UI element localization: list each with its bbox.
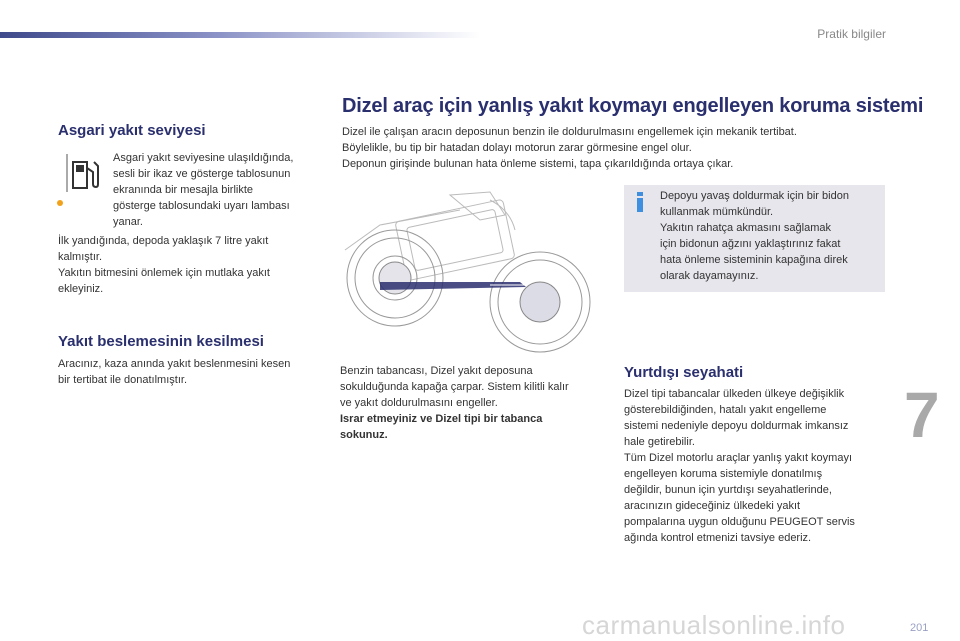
- low-fuel-icon-text: Asgari yakıt seviyesine ulaşıldığında, sesli bir ikaz ve gösterge tablosunun ekranında bir mesajla birlikte gösterge tablosundaki uyarı lambası yanar.: [113, 152, 294, 228]
- abroad-title: Yurtdışı seyahati: [624, 364, 744, 381]
- intro-text: Dizel ile çalışan aracın deposunun benzin ile doldurulmasını engellemek için mekanik tertibat. Böylelikle, bu tip bir hatadan dolayı motorun zarar görmesine engel olur. Deponun girişinde bulunan hata önleme sistemi, tapa çıkarıldığında ortaya çıkar.: [342, 126, 797, 170]
- low-fuel-title: Asgari yakıt seviyesi: [58, 122, 206, 139]
- watermark: carmanualsonline.info: [582, 610, 846, 640]
- section-label: Pratik bilgiler: [817, 27, 886, 41]
- page-number: 201: [910, 622, 929, 634]
- chapter-number: 7: [904, 379, 940, 451]
- info-icon: [633, 192, 647, 212]
- fuel-cutoff-title: Yakıt beslemesinin kesilmesi: [58, 333, 264, 350]
- low-fuel-body: İlk yandığında, depoda yaklaşık 7 litre yakıt kalmıştır. Yakıtın bitmesini önlemek için mutlaka yakıt ekleyiniz.: [58, 235, 270, 295]
- fuel-filler-illustration: [340, 190, 600, 360]
- fuel-cutoff-body: Aracınız, kaza anında yakıt beslenmesini kesen bir tertibat ile donatılmıştır.: [58, 358, 291, 386]
- abroad-body: Dizel tipi tabancalar ülkeden ülkeye değişiklik gösterebildiğinden, hatalı yakıt engelleme sistemi nedeniyle depoyu doldurmak imkansız hale getirebilir. Tüm Dizel motorlu araçlar yanlış yakıt koymayı engelleyen koruma sistemiyle donatılmış değildir, bunun için yurtdışı seyahatlerinde, aracınızın gideceğiniz ülkedeki yakıt pompalarına uygun olduğunu PEUGEOT servis ağında kontrol etmenizi tavsiye ederiz.: [624, 388, 855, 544]
- warning-indicator: [57, 200, 63, 206]
- fuel-pump-icon: [65, 152, 103, 194]
- header-bar: [0, 32, 480, 38]
- page-title: Dizel araç için yanlış yakıt koymayı engelleyen koruma sistemi: [342, 95, 924, 117]
- info-text: Depoyu yavaş doldurmak için bir bidon kullanmak mümkündür. Yakıtın rahatça akmasını sağlamak için bidonun ağzını yaklaştırınız fakat hata önleme sisteminin kapağına direk olarak dayamayınız.: [660, 190, 849, 282]
- nozzle-text: Benzin tabancası, Dizel yakıt deposuna sokulduğunda kapağa çarpar. Sistem kilitli kalır ve yakıt doldurulmasını engeller. Israr etmeyiniz ve Dizel tipi bir tabanca sokunuz.: [340, 365, 569, 441]
